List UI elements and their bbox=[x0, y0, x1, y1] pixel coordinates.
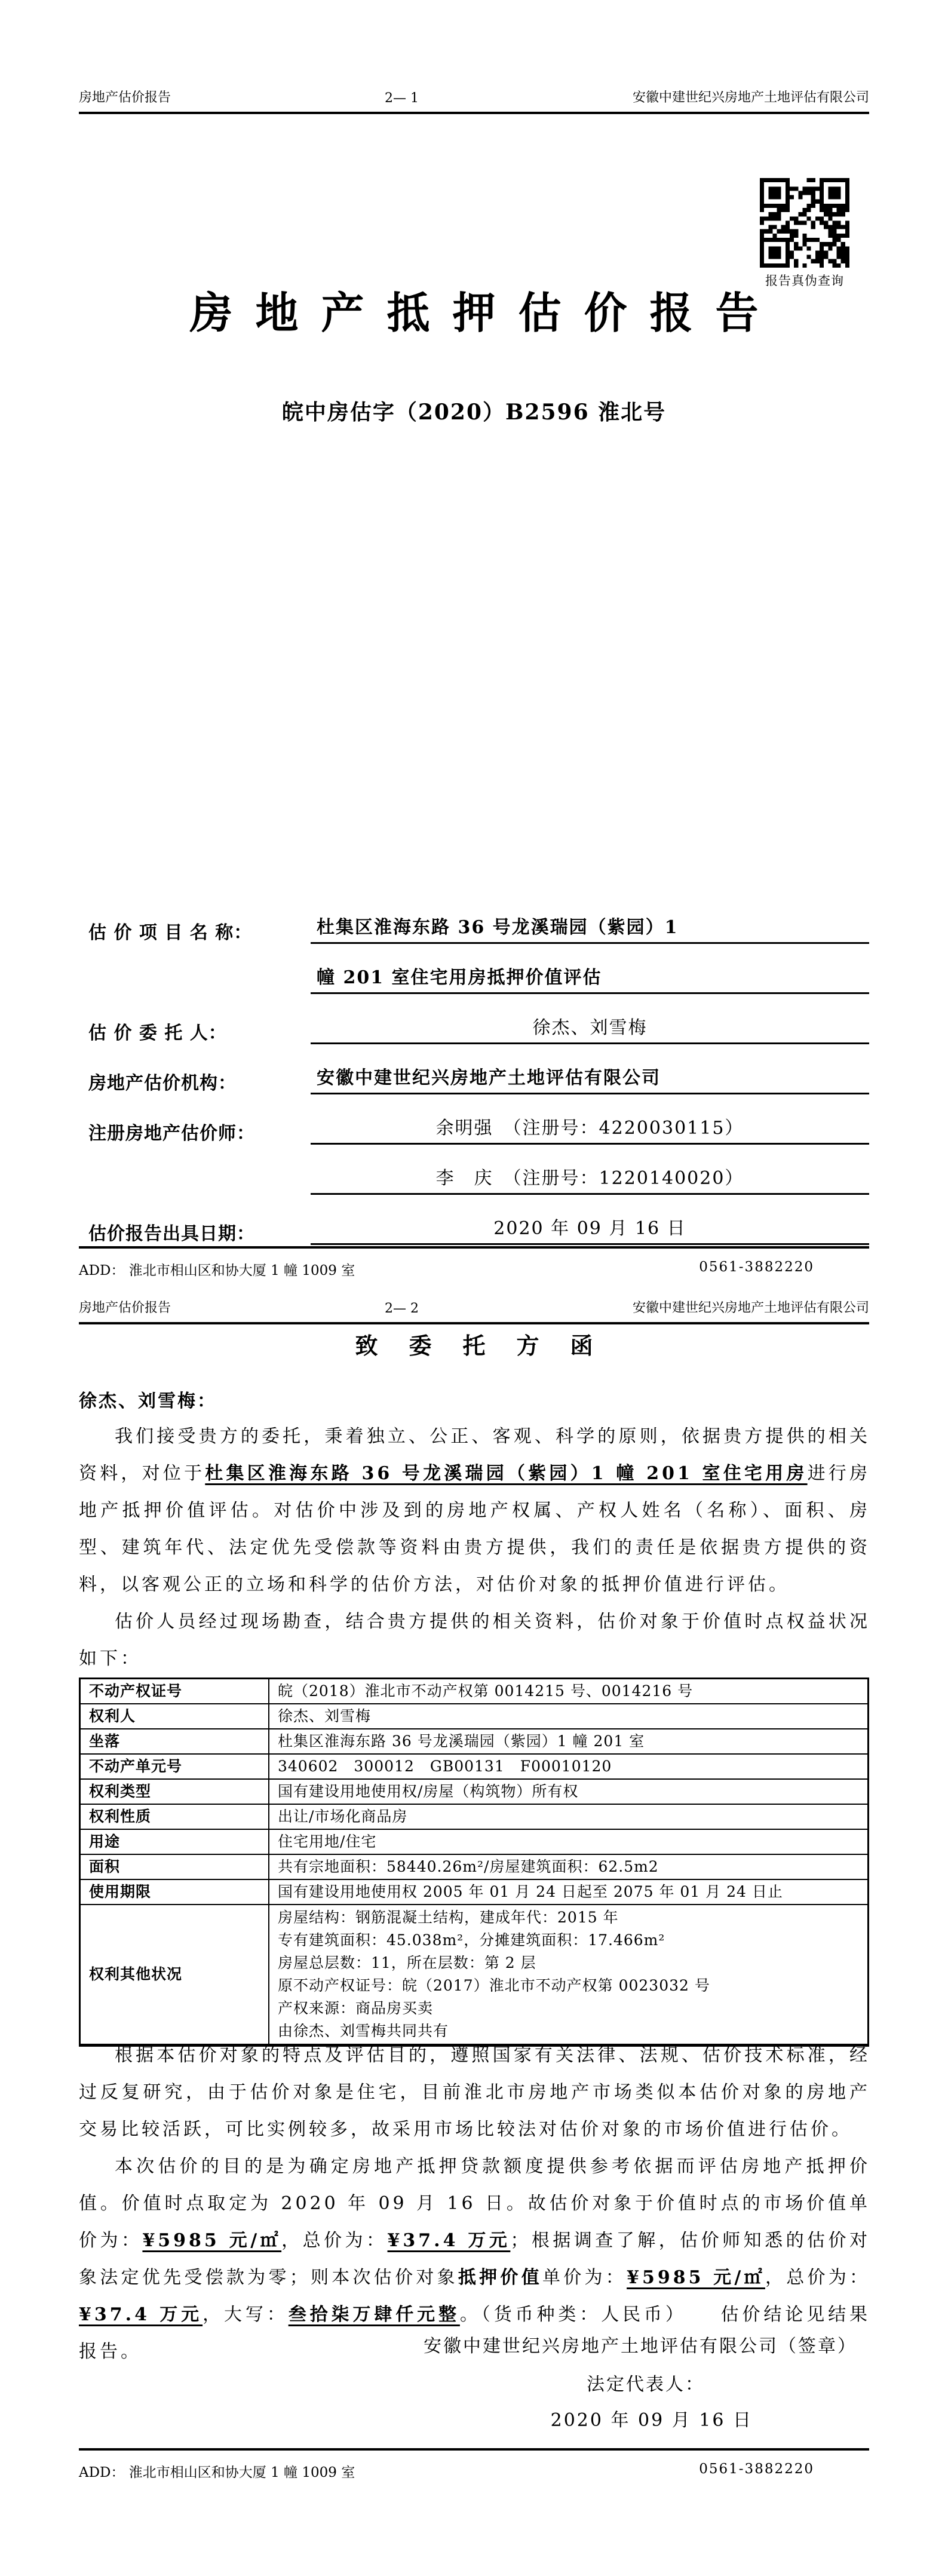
table-value-line: 房屋结构：钢筋混凝土结构，建成年代：2015 年 bbox=[278, 1909, 619, 1926]
letter-salutation: 徐杰、刘雪梅： bbox=[79, 1391, 217, 1412]
text-segment: ，总价为： bbox=[281, 2230, 388, 2251]
table-value-line: 原不动产权证号：皖（2017）淮北市不动产权第 0023032 号 bbox=[278, 1977, 710, 1994]
table-value-line: 产权来源：商品房买卖 bbox=[278, 2000, 434, 2017]
cover-field-row bbox=[88, 1145, 869, 1195]
table-row bbox=[80, 1879, 869, 1905]
text-segment: ，总价为： bbox=[765, 2267, 871, 2288]
cover-field-row bbox=[88, 1044, 869, 1094]
table-row bbox=[80, 1905, 869, 2046]
text-segment: 。（货币种类：人民币） 估价结论见结果报告。 bbox=[79, 2304, 871, 2362]
field-label: 注册房地产估价师： bbox=[88, 1123, 255, 1144]
table-row-value: 国有建设用地使用权 2005 年 01 月 24 日起至 2075 年 01 月 24 日止 bbox=[269, 1879, 869, 1905]
letter-title: 致委托方函 bbox=[355, 1332, 624, 1359]
cover-field-row bbox=[88, 1094, 869, 1145]
text-segment: ¥37.4 万元 bbox=[387, 2230, 511, 2251]
text-segment: 本次估价的目的是为确定房地产抵押贷款额度提供参考依据而评估房地产抵押价值。价值时点取定为 2020 年 09 月 16 日。故估价对象于价值时点的市场价值单价为： bbox=[79, 2156, 870, 2251]
table-row bbox=[80, 1804, 869, 1829]
letter-paragraph-1 bbox=[79, 1418, 870, 1603]
field-label: 估 价 项 目 名 称： bbox=[88, 922, 253, 943]
header-report-name: 房地产估价报告 bbox=[79, 1301, 171, 1315]
table-row-label: 权利其他状况 bbox=[80, 1905, 269, 2046]
table-row bbox=[80, 1854, 869, 1879]
cover-field-row bbox=[88, 994, 869, 1044]
table-row-label: 坐落 bbox=[80, 1729, 269, 1754]
qr-code-icon bbox=[760, 178, 849, 268]
header-company-name: 安徽中建世纪兴房地产土地评估有限公司 bbox=[632, 1301, 869, 1315]
field-value: 安徽中建世纪兴房地产土地评估有限公司 bbox=[311, 1063, 869, 1094]
table-row-label: 用途 bbox=[80, 1829, 269, 1854]
field-value: 2020 年 09 月 16 日 bbox=[311, 1213, 869, 1245]
table-row-value: 共有宗地面积：58440.26m²/房屋建筑面积：62.5m2 bbox=[269, 1854, 869, 1879]
field-label: 房地产估价机构： bbox=[88, 1073, 237, 1094]
footer-phone: 0561-3882220 bbox=[699, 2461, 814, 2477]
cover-field-row bbox=[88, 894, 869, 944]
table-row-label: 权利人 bbox=[80, 1704, 269, 1729]
page1-running-header bbox=[79, 87, 869, 114]
table-row-value: 皖（2018）淮北市不动产权第 0014215 号、0014216 号 bbox=[269, 1679, 869, 1704]
table-row bbox=[80, 1679, 869, 1704]
table-row bbox=[80, 1829, 869, 1854]
table-row-value bbox=[269, 1905, 869, 2046]
text-segment: ¥5985 元/㎡ bbox=[627, 2267, 765, 2288]
text-segment: 叁拾柒万肆仟元整 bbox=[288, 2304, 460, 2325]
table-value-line: 专有建筑面积：45.038m²，分摊建筑面积：17.466m² bbox=[278, 1931, 665, 1949]
page1-running-footer bbox=[79, 1246, 869, 1279]
header-company-name: 安徽中建世纪兴房地产土地评估有限公司 bbox=[632, 90, 869, 105]
header-report-name: 房地产估价报告 bbox=[79, 90, 171, 105]
cover-title: 房地产抵押估价报告 bbox=[189, 287, 781, 338]
table-row bbox=[80, 1729, 869, 1754]
text-segment: 我们接受贵方的委托，秉着独立、公正、客观、科学的原则，依据贵方提供的相关资料，对位于 bbox=[79, 1426, 870, 1484]
field-value: 杜集区淮海东路 36 号龙溪瑞园（紫园）1 bbox=[311, 912, 869, 944]
cover-document-number: 皖中房估字（2020）B2596 淮北号 bbox=[281, 400, 667, 425]
table-row-label: 不动产权证号 bbox=[80, 1679, 269, 1704]
text-segment: 进行房地产抵押价值评估。对估价中涉及到的房地产权属、产权人姓名（名称）、面积、房型、建筑年代、法定优先受偿款等资料由贵方提供，我们的责任是依据贵方提供的资料，以客观公正的立场和科学的估价方法，对估价对象的抵押价值进行评估。 bbox=[79, 1463, 871, 1595]
text-segment: ¥37.4 万元 bbox=[79, 2304, 203, 2325]
field-label: 估价报告出具日期： bbox=[88, 1223, 255, 1244]
closing-company-signature: 安徽中建世纪兴房地产土地评估有限公司（签章） bbox=[424, 2336, 857, 2357]
cover-field-row bbox=[88, 944, 869, 994]
text-segment: 根据本估价对象的特点及评估目的，遵照国家有关法律、法规、估价技术标准，经过反复研究，由于估价对象是住宅，目前淮北市房地产市场类似本估价对象的房地产交易比较活跃，可比实例较多，故采用市场比较法对估价对象的市场价值进行估价。 bbox=[79, 2045, 870, 2140]
field-label: 估 价 委 托 人： bbox=[88, 1023, 227, 1044]
qr-label: 报告真伪查询 bbox=[765, 274, 844, 288]
table-row-value: 国有建设用地使用权/房屋（构筑物）所有权 bbox=[269, 1779, 869, 1804]
text-segment: 杜集区淮海东路 36 号龙溪瑞园（紫园）1 幢 201 室住宅用房 bbox=[205, 1463, 808, 1484]
footer-address: ADD： 淮北市相山区和协大厦 1 幢 1009 室 bbox=[79, 1263, 355, 1278]
table-row bbox=[80, 1779, 869, 1804]
footer-address: ADD： 淮北市相山区和协大厦 1 幢 1009 室 bbox=[79, 2465, 355, 2480]
table-row-label: 面积 bbox=[80, 1854, 269, 1879]
property-rights-table bbox=[79, 1678, 869, 2047]
table-row-value: 徐杰、刘雪梅 bbox=[269, 1704, 869, 1729]
page2-running-footer bbox=[79, 2448, 869, 2481]
text-segment: ；根据调查了解，估价师知悉的估价对象法定优先受偿款为零；则本次估价对象 bbox=[79, 2230, 871, 2288]
text-segment: 抵押价值 bbox=[458, 2267, 542, 2288]
table-row-value: 住宅用地/住宅 bbox=[269, 1829, 869, 1854]
text-segment: ¥5985 元/㎡ bbox=[142, 2230, 282, 2251]
qr-verification-block bbox=[757, 178, 852, 289]
header-page-number: 2— 2 bbox=[385, 1301, 419, 1316]
text-segment: 估价人员经过现场勘查，结合贵方提供的相关资料，估价对象于价值时点权益状况如下： bbox=[79, 1611, 870, 1669]
table-row-label: 权利性质 bbox=[80, 1804, 269, 1829]
cover-field-row bbox=[88, 1195, 869, 1245]
footer-phone: 0561-3882220 bbox=[699, 1259, 814, 1275]
table-row-value: 杜集区淮海东路 36 号龙溪瑞园（紫园）1 幢 201 室 bbox=[269, 1729, 869, 1754]
field-value: 幢 201 室住宅用房抵押价值评估 bbox=[311, 962, 869, 994]
letter-paragraph-3 bbox=[79, 2037, 870, 2148]
table-row-label: 使用期限 bbox=[80, 1879, 269, 1905]
closing-date: 2020 年 09 月 16 日 bbox=[550, 2410, 753, 2431]
header-page-number: 2— 1 bbox=[385, 91, 419, 106]
field-value: 余明强 （注册号：4220030115） bbox=[311, 1113, 869, 1145]
closing-legal-representative: 法定代表人： bbox=[587, 2374, 705, 2395]
page2-running-header bbox=[79, 1298, 869, 1324]
text-segment: ，大写： bbox=[203, 2304, 289, 2325]
table-row bbox=[80, 1704, 869, 1729]
table-row-value: 340602 300012 GB00131 F00010120 bbox=[269, 1754, 869, 1779]
cover-fields bbox=[88, 894, 869, 1245]
field-value: 李 庆 （注册号：1220140020） bbox=[311, 1163, 869, 1195]
table-value-line: 房屋总层数：11，所在层数：第 2 层 bbox=[278, 1954, 536, 1971]
text-segment: 单价为： bbox=[542, 2267, 627, 2288]
table-row-label: 不动产单元号 bbox=[80, 1754, 269, 1779]
table-row bbox=[80, 1754, 869, 1779]
table-row-label: 权利类型 bbox=[80, 1779, 269, 1804]
table-value-line: 由徐杰、刘雪梅共同共有 bbox=[278, 2022, 449, 2040]
letter-paragraph-2 bbox=[79, 1603, 870, 1678]
field-value: 徐杰、刘雪梅 bbox=[311, 1013, 869, 1044]
table-row-value: 出让/市场化商品房 bbox=[269, 1804, 869, 1829]
